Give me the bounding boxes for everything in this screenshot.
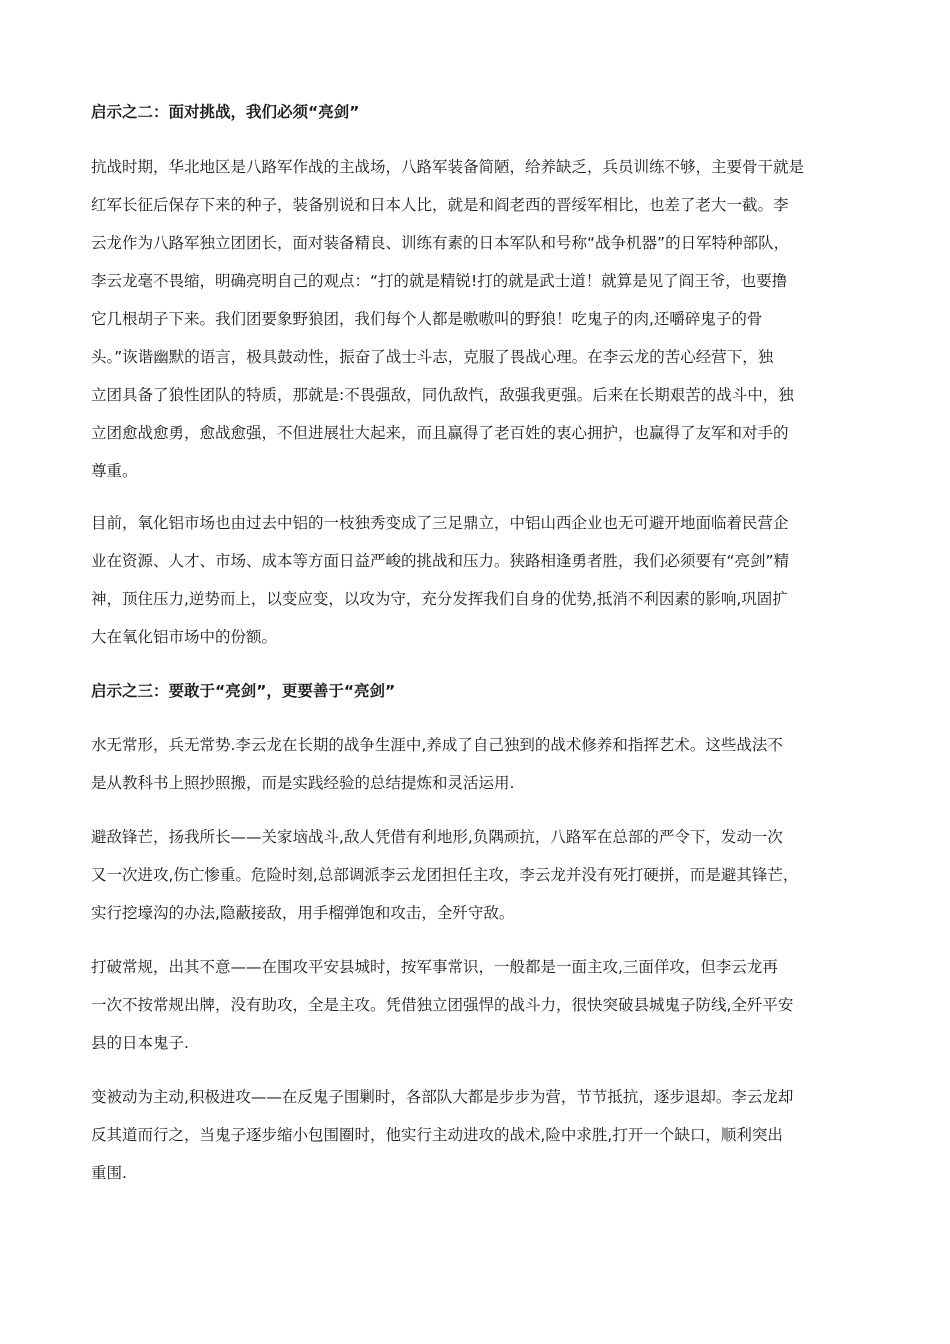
text-line: 神，顶住压力,逆势而上，以变应变，以攻为守，充分发挥我们自身的优势,抵消不利因素的影响,巩固扩 <box>91 590 788 608</box>
paragraph-6 <box>91 1078 861 1192</box>
text-line: 云龙作为八路军独立团团长，面对装备精良、训练有素的日本军队和号称“战争机器”的日军特种部队， <box>91 234 790 252</box>
text-line: 一次不按常规出牌，没有助攻，全是主攻。凭借独立团强悍的战斗力，很快突破县城鬼子防线,全歼平安 <box>91 996 794 1014</box>
text-line: 实行挖壕沟的办法,隐蔽接敌，用手榴弹饱和攻击，全歼守敌。 <box>91 904 515 922</box>
text-line: 重围. <box>91 1164 127 1182</box>
text-line: 变被动为主动,积极进攻——在反鬼子围剿时，各部队大都是步步为营，节节抵抗，逐步退却。李云龙却 <box>91 1088 794 1106</box>
text-line: 水无常形，兵无常势.李云龙在长期的战争生涯中,养成了自己独到的战术修养和指挥艺术。这些战法不 <box>91 736 783 754</box>
text-line: 抗战时期，华北地区是八路军作战的主战场，八路军装备简陋，给养缺乏，兵员训练不够，主要骨干就是 <box>91 158 805 176</box>
text-line: 避敌锋芒，扬我所长——关家垴战斗,敌人凭借有利地形,负隅顽抗，八路军在总部的严令下，发动一次 <box>91 828 783 846</box>
paragraph-1 <box>91 148 861 490</box>
section-heading-2: 启示之二：面对挑战，我们必须“亮剑” <box>91 103 360 121</box>
text-line: 打破常规，出其不意——在围攻平安县城时，按军事常识，一般都是一面主攻,三面佯攻，但李云龙再 <box>91 958 778 976</box>
text-line: 它几根胡子下来。我们团要象野狼团，我们每个人都是嗷嗷叫的野狼！吃鬼子的肉,还嚼碎鬼子的骨 <box>91 310 763 328</box>
text-line: 红军长征后保存下来的种子，装备别说和日本人比，就是和阎老西的晋绥军相比，也差了老大一截。李 <box>91 196 789 214</box>
paragraph-4 <box>91 818 861 932</box>
text-line: 县的日本鬼子. <box>91 1034 189 1052</box>
text-line: 是从教科书上照抄照搬，而是实践经验的总结提炼和灵活运用. <box>91 774 515 792</box>
paragraph-3 <box>91 726 861 802</box>
text-line: 又一次进攻,伤亡惨重。危险时刻,总部调派李云龙团担任主攻，李云龙并没有死打硬拼，而是避其锋芒， <box>91 866 799 884</box>
text-line: 立团愈战愈勇，愈战愈强，不但进展壮大起来，而且赢得了老百姓的衷心拥护，也赢得了友军和对手的 <box>91 424 789 442</box>
text-line: 头。”诙谐幽默的语言，极具鼓动性，振奋了战士斗志，克服了畏战心理。在李云龙的苦心经营下，独 <box>91 348 774 366</box>
text-line: 立团具备了狼性团队的特质，那就是:不畏强敌，同仇敌忾，敌强我更强。后来在长期艰苦的战斗中，独 <box>91 386 794 404</box>
text-line: 反其道而行之，当鬼子逐步缩小包围圈时，他实行主动进攻的战术,险中求胜,打开一个缺口，顺利突出 <box>91 1126 783 1144</box>
text-line: 业在资源、人才、市场、成本等方面日益严峻的挑战和压力。狭路相逢勇者胜，我们必须要有“亮剑”精 <box>91 552 790 570</box>
text-line: 尊重。 <box>91 462 138 480</box>
text-line: 目前，氧化铝市场也由过去中铝的一枝独秀变成了三足鼎立，中铝山西企业也无可避开地面临着民营企 <box>91 514 789 532</box>
text-line: 大在氧化铝市场中的份额。 <box>91 628 278 646</box>
text-line: 李云龙毫不畏缩，明确亮明自己的观点：“打的就是精锐!打的就是武士道！就算是见了阎王爷，也要撸 <box>91 272 788 290</box>
section-heading-3: 启示之三：要敢于“亮剑”，更要善于“亮剑” <box>91 682 396 700</box>
paragraph-5 <box>91 948 861 1062</box>
paragraph-2 <box>91 504 861 656</box>
